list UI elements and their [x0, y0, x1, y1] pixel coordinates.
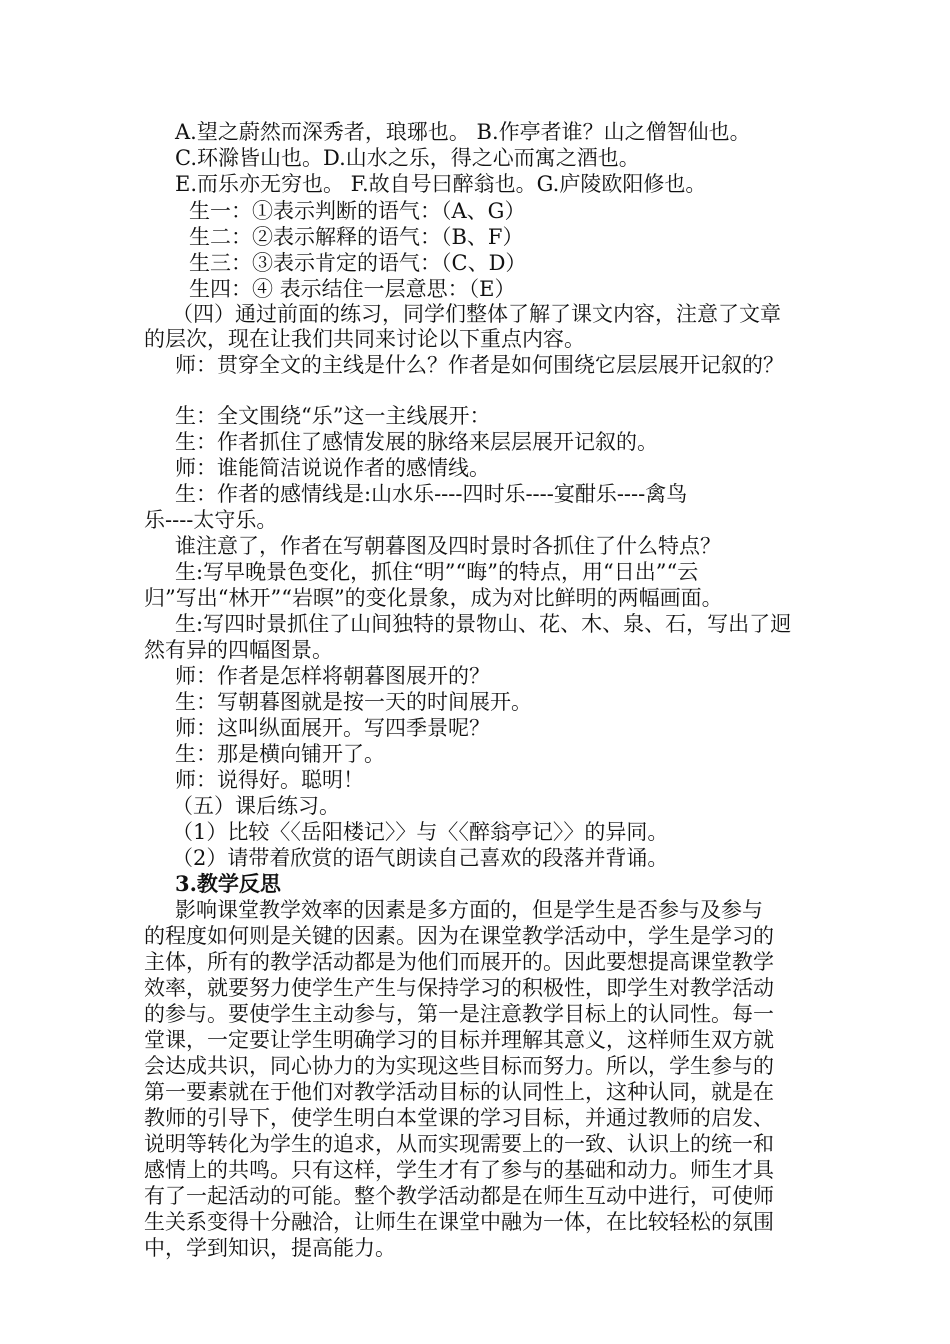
- reflection-paragraph-line-8: 第一要素就在于他们对教学活动目标的认同性上，这种认同，就是在: [144, 1080, 774, 1104]
- student-emotion-line-2: 乐----太守乐。: [144, 508, 278, 532]
- teacher-question-morning-evening: 师：作者是怎样将朝暮图展开的？: [175, 664, 490, 688]
- student-horizontal-layout: 生：那是横向铺开了。: [175, 742, 385, 766]
- student-answer-4: 生四：④ 表示结住一层意思：（E）: [189, 277, 516, 301]
- reflection-paragraph-line-2: 的程度如何则是关键的因素。因为在课堂教学活动中，学生是学习的: [144, 924, 774, 948]
- reflection-paragraph-line-1: 影响课堂教学效率的因素是多方面的，但是学生是否参与及参与: [175, 898, 763, 922]
- option-line-efg: E.而乐亦无穷也。 F.故自号曰醉翁也。G.庐陵欧阳修也。: [175, 172, 707, 196]
- reflection-paragraph-line-12: 有了一起活动的可能。整个教学活动都是在师生互动中进行，可使师: [144, 1184, 774, 1208]
- teacher-question-main-thread: 师：贯穿全文的主线是什么？作者是如何围绕它层层展开记叙的？: [175, 353, 784, 377]
- student-emotion-line-1: 生：作者的感情线是:山水乐----四时乐----宴酣乐----禽鸟: [175, 482, 688, 506]
- reflection-paragraph-line-10: 说明等转化为学生的追求，从而实现需要上的一致、认识上的统一和: [144, 1132, 774, 1156]
- student-answer-1: 生一：①表示判断的语气：（A、G）: [189, 199, 526, 223]
- teacher-vertical-expansion: 师：这叫纵面展开。写四季景呢？: [175, 716, 490, 740]
- reflection-paragraph-line-13: 生关系变得十分融洽，让师生在课堂中融为一体，在比较轻松的氛围: [144, 1210, 774, 1234]
- student-four-seasons-1: 生:写四时景抓住了山间独特的景物山、花、木、泉、石，写出了迥: [175, 612, 792, 636]
- reflection-paragraph-line-4: 效率，就要努力使学生产生与保持学习的积极性，即学生对教学活动: [144, 976, 774, 1000]
- reflection-paragraph-line-3: 主体，所有的教学活动都是为他们而展开的。因此要想提高课堂教学: [144, 950, 774, 974]
- exercise-item-1: （1）比较〈〈岳阳楼记〉〉与〈〈醉翁亭记〉〉的异同。: [172, 820, 669, 844]
- student-answer-2: 生二：②表示解释的语气：（B、F）: [189, 225, 524, 249]
- reflection-paragraph-line-11: 感情上的共鸣。只有这样，学生才有了参与的基础和动力。师生才具: [144, 1158, 774, 1182]
- option-line-ab: A.望之蔚然而深秀者，琅琊也。 B.作亭者谁？山之僧智仙也。: [175, 120, 751, 144]
- reflection-paragraph-line-9: 教师的引导下，使学生明白本堂课的学习目标，并通过教师的启发、: [144, 1106, 774, 1130]
- reflection-paragraph-line-7: 会达成共识，同心协力的为实现这些目标而努力。所以，学生参与的: [144, 1054, 774, 1078]
- option-line-cd: C.环滁皆山也。D.山水之乐，得之心而寓之酒也。: [175, 146, 640, 170]
- reflection-paragraph-line-5: 的参与。要使学生主动参与，第一是注意教学目标上的认同性。每一: [144, 1002, 774, 1026]
- teacher-question-features: 谁注意了，作者在写朝暮图及四时景时各抓住了什么特点？: [175, 534, 721, 558]
- teacher-prompt-emotion-line: 师：谁能简洁说说作者的感情线。: [175, 456, 490, 480]
- student-answer-3: 生三：③表示肯定的语气：（C、D）: [189, 251, 527, 275]
- reflection-heading: 3.教学反思: [175, 871, 281, 896]
- student-morning-evening-2: 归”写出“林开”“岩暝”的变化景象，成为对比鲜明的两幅画面。: [144, 586, 723, 610]
- reflection-paragraph-line-6: 堂课，一定要让学生明确学习的目标并理解其意义，这样师生双方就: [144, 1028, 774, 1052]
- teacher-praise: 师：说得好。聪明！: [175, 768, 364, 792]
- section-four-line-1: （四）通过前面的练习，同学们整体了解了课文内容，注意了文章: [172, 302, 781, 326]
- section-five-heading: （五）课后练习。: [172, 794, 340, 818]
- reflection-paragraph-line-14: 中，学到知识，提高能力。: [144, 1236, 396, 1260]
- student-reply-thread: 生：全文围绕“乐”这一主线展开：: [175, 404, 491, 428]
- student-reply-timeline: 生：写朝暮图就是按一天的时间展开。: [175, 690, 532, 714]
- student-reply-emotion-flow: 生：作者抓住了感情发展的脉络来层层展开记叙的。: [175, 430, 658, 454]
- exercise-item-2: （2）请带着欣赏的语气朗读自己喜欢的段落并背诵。: [172, 846, 669, 870]
- student-morning-evening-1: 生:写早晚景色变化，抓住“明”“晦”的特点，用“日出”“云: [175, 560, 699, 584]
- student-four-seasons-2: 然有异的四幅图景。: [144, 638, 333, 662]
- section-four-line-2: 的层次，现在让我们共同来讨论以下重点内容。: [144, 327, 585, 351]
